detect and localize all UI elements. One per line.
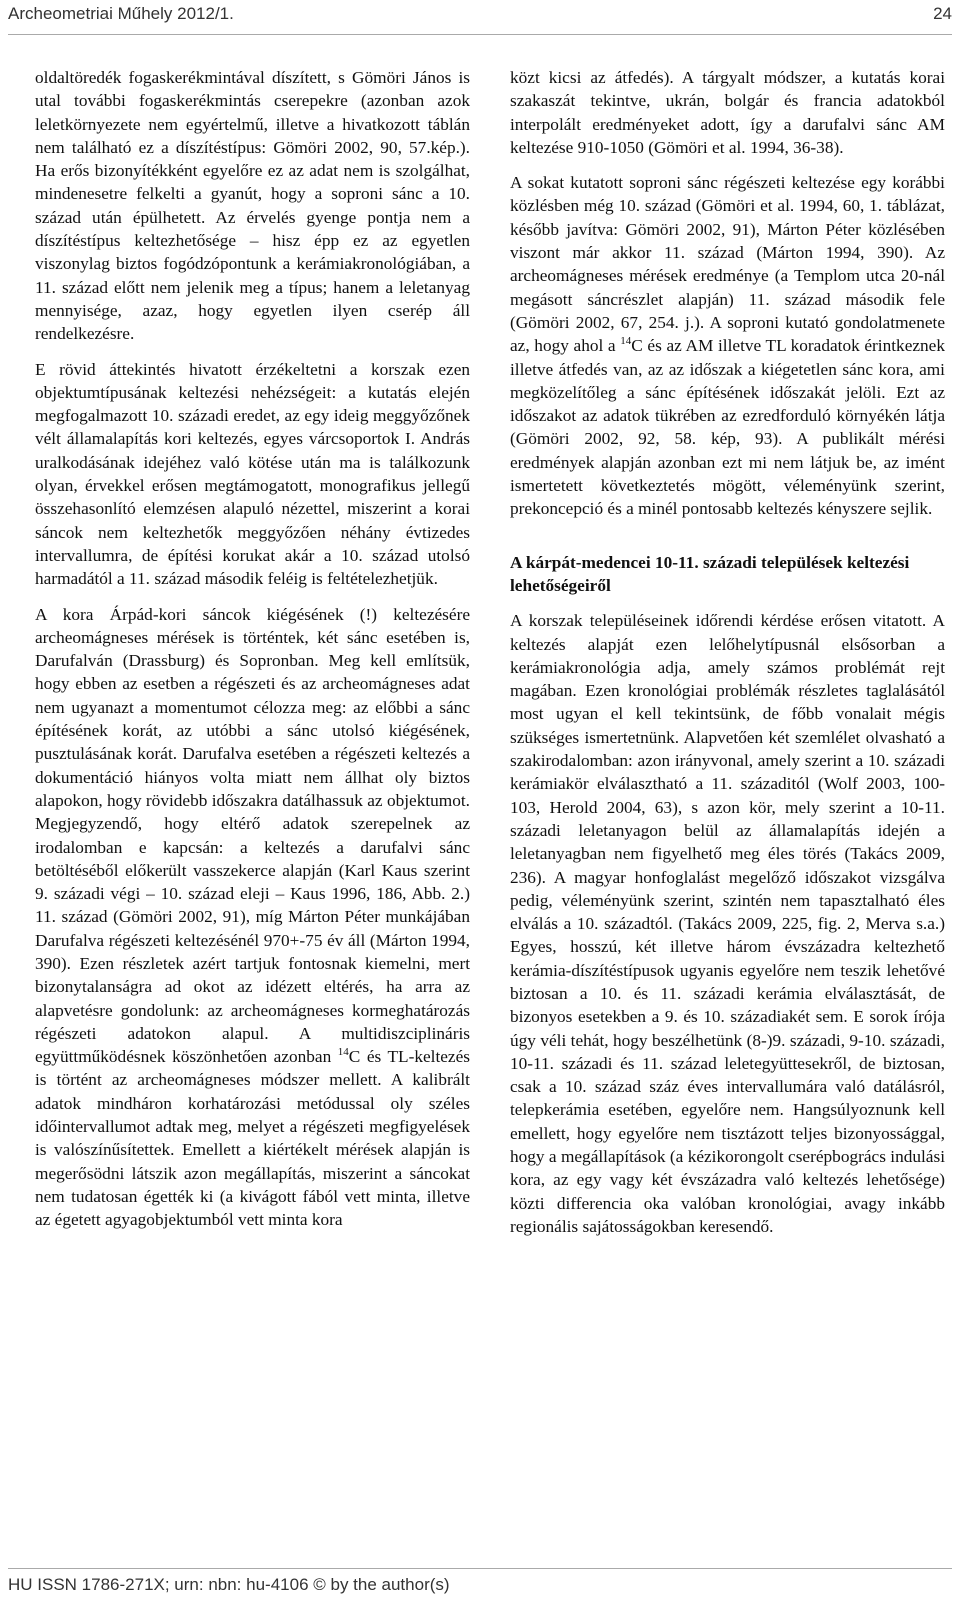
paragraph-text: A kora Árpád-kori sáncok kiégésének (!) keltezésére archeomágneses mérések is történtek, két sánc esetében is, Darufalván (Drassburg) és Sopronban. Meg kell említsük, hogy ebben az esetben a régészeti és az archeomágneses adat nem ugyanazt a momentumot célozza meg: az előbbi a sánc építésének korát, az utóbbi a sánc utolsó kiégésének, pusztulásának korát. Darufalva esetében a régészeti keltezés a dokumentáció hiányos volta miatt nem állhat oly biztos alapokon, hogy rövidebb időszakra datálhassuk az objektumot. Megjegyzendő, hogy eltérő adatok szerepelnek az irodalomban e kapcsán: a keltezés a darufalvi sánc betöltéséből előkerült vasszekerce alapján (Karl Kaus szerint 9. századi végi – 10. század eleji – Kaus 1996, 186, Abb. 2.) 11. század (Gömöri 2002, 91), míg Márton Péter munkájában Darufalva régészeti keltezésénél 970+-75 év áll (Márton 1994, 390). Ezen részletek azért tartjuk fontosnak kiemelni, mert bizonytalanságra ad okot az idézett eltérés, ha arra az alapvetésre gondolunk: az archeomágneses kormeghatározás régészeti adatokon alapul. A multidiszciplináris együttműködésnek köszönhetően azonban: [35, 604, 470, 1067]
journal-title: Archeometriai Műhely 2012/1.: [8, 4, 234, 23]
right-column: [510, 66, 945, 1250]
footer-divider: [8, 1568, 952, 1569]
page-header: [8, 4, 952, 32]
header-divider: [8, 34, 952, 35]
left-column: [35, 66, 470, 1244]
paragraph: E rövid áttekintés hivatott érzékeltetni a korszak ezen objektumtípusának keltezési nehézségeit: a kutatás elején megfogalmazott 10. századi eredet, az egy ideig meggyőzőnek vélt államalapítás kori keltezés, egyes várcsoportok I. András uralkodásának idejéhez való kötése után ma is találkozunk olyan, érvekkel erősen megtámogatott, monografikus jellegű összehasonlító elemzésen alapuló nézettel, miszerint a korai sáncok nem keltezhetők meggyőzően néhány évtizedes intervallumra, de építési korukat akár a 10. század utolsó harmadától a 11. század második feléig is feltételezhetjük.: [35, 359, 470, 589]
section-heading: A kárpát-medencei 10-11. századi települések keltezési lehetőségeiről: [510, 552, 910, 595]
paragraph: közt kicsi az átfedés). A tárgyalt módszer, a kutatás korai szakaszát tekintve, ukrán, bolgár és francia adatokból interpolált eredményeket adott, így a darufalvi sánc AM keltezése 910-1050 (Gömöri et al. 1994, 36-38).: [510, 68, 945, 157]
page-footer: HU ISSN 1786-271X; urn: nbn: hu-4106 © by the author(s): [8, 1575, 450, 1594]
paragraph: A korszak településeinek időrendi kérdése erősen vitatott. A keltezés alapját ezen lelőhelytípusnál elsősorban a kerámiakronológia adja, amely számos problémát rejt magában. Ezen kronológiai problémák részletes taglalásától most ugyan el kell tekintsünk, de főbb vonalait mégis szükséges ismertetnünk. Alapvetően két szemlélet olvasható a szakirodalomban: azon irányvonal, amely szerint a 10. századi kerámiakör elválasztható a 11. századitól (Wolf 2003, 100-103, Herold 2004, 63), s azon kör, mely szerint a 10-11. századi leletanyagon belül az államalapítás idején a leletanyagban nem figyelhető meg éles törés (Takács 2009, 236). A magyar honfoglalást megelőző időszakot vizsgálva pedig, véleményünk szerint, szintén nem tapasztalható éles elválás a 10. századtól. (Takács 2009, 225, fig. 2, Merva s.a.) Egyes, hosszú, két illetve három évszázadra keltezhető kerámia-díszítéstípusok ugyanis egyelőre nem teszik lehetővé biztosan a 10. és 11. századi kerámia elválasztását, de bizonyos esetekben a 9. és 10. századiakét sem. E sorok írója úgy véli tehát, hogy beszélhetünk (8-)9. századi, 9-10. századi, 10-11. századi és 11. század leletegyüttesekről, de biztosan, csak a 10. század száz éves intervallumára való datálásról, telepkerámia esetében, egyelőre nem. Hangsúlyoznunk kell emellett, hogy egyelőre nem tisztázott teljes bizonyossággal, hogy a megállapítások (a kézikorongolt cserépbogrács indulási kora, az egy vagy két évszázadra való keltezés lehetősége) közti differencia oka valóban kronológiai, avagy inkább regionális sajátosságokban keresendő.: [510, 611, 945, 1236]
paragraph: [510, 171, 945, 520]
paragraph-text: A sokat kutatott soproni sánc régészeti keltezése egy korábbi közlésben még 10. század (Gömöri et al. 1994, 60, 1. táblázat, később javítva: Gömöri 2002, 91), Márton Péter közlésében viszont már akkor 11. század (Márton 1994, 390). Az archeomágneses mérések eredménye (a Templom utca 20-nál megásott sáncrészlet alapján) 11. század második fele (Gömöri 2002, 67, 254. j.). A soproni kutató gondolatmenete az, hogy ahol a: [510, 173, 945, 356]
superscript: 14: [337, 1046, 349, 1059]
paragraph: [35, 603, 470, 1232]
paragraph: oldaltöredék fogaskerékmintával díszített, s Gömöri János is utal további fogaskerékmintás cserepekre (azonban azok leletkörnyezete nem egyértelmű, illetve a hivatkozott táblán nem található ez a díszítéstípus: Gömöri 2002, 90, 57.kép.). Ha erős bizonyítékként egyelőre ez az adat nem is szolgálhat, mindenesetre felkelti a gyanút, hogy a soproni sánc a 10. század után épülhetett. Az érvelés gyenge pontja nem a díszítéstípus keltezhetősége – hisz épp ez az egyetlen viszonylag biztos fogódzópontunk a kerámiakronológiában, a 11. század előtt nem jelenik meg a típus; hanem a leletanyag mennyisége, azaz, hogy egyetlen ilyen cserép áll rendelkezésre.: [35, 68, 470, 344]
superscript: 14: [620, 335, 632, 348]
paragraph-text: C és TL-keltezés is történt az archeomágneses módszer mellett. A kalibrált adatok mindháron korhatározási metódussal oly széles időintervallumot adtak meg, melyet a régészeti megfigyelések is valószínűsítettek. Emellett a kiértékelt mérések alapján is megerősödni látszik azon megállapítás, miszerint a sáncokat nem tudatosan égették ki (a kivágott fából vett minta, illetve az égetett agyagobjektumból vett minta kora: [35, 1047, 470, 1230]
page-number: 24: [933, 4, 952, 23]
paragraph-text: C és az AM illetve TL koradatok érintkeznek illetve átfedés van, az az időszak a kiégetetlen sánc kora, ami megközelítőleg a sánc építésének időszakát jelöli. Ezt az időszakot az adatok tükrében az ezredforduló környékén látja (Gömöri 2002, 92, 58. kép, 93). A publikált mérési eredmények alapján azonban ezt mi nem látjuk be, az imént ismertetett következtetés mögött, véleményünk szerint, prekoncepció és a minél pontosabb keltezés kényszere sejlik.: [510, 336, 945, 519]
